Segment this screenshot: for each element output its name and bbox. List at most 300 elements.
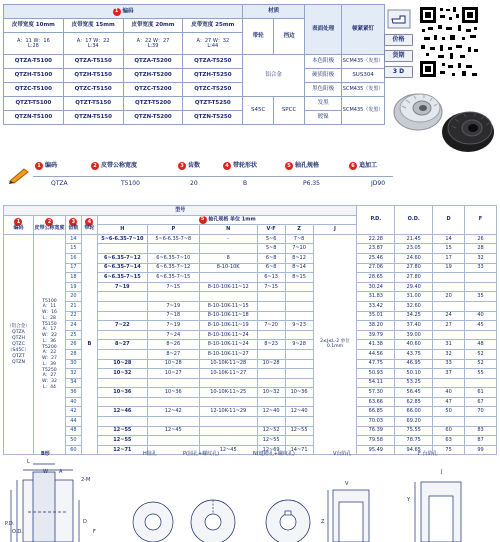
bore-cell: 8-10-10K xyxy=(199,263,257,273)
dimension-cell: 17 xyxy=(433,253,465,263)
bore-cell: 7~19 xyxy=(97,282,147,292)
legend-item-bore: 5 轴孔规格 xyxy=(285,162,319,170)
dimension-cell: 27.80 xyxy=(395,273,433,283)
dimension-cell xyxy=(433,282,465,292)
bore-cell: 10~28 xyxy=(257,359,285,369)
dimension-cell: 70 xyxy=(465,407,497,417)
dimension-cell: 52 xyxy=(465,359,497,369)
bore-cell xyxy=(257,417,285,427)
bore-cell: 6~6.35-7~10 xyxy=(147,253,199,263)
bore-cell: 8-10-10K-11~24 xyxy=(199,330,257,340)
bore-cell: 8~27 xyxy=(97,340,147,350)
code-cell[interactable]: QTZN-T5200 xyxy=(123,111,183,125)
bore-cell xyxy=(257,378,285,388)
bore-cell: 5~6 xyxy=(257,234,285,244)
bore-cell xyxy=(285,311,313,321)
width-group-text: W：22 xyxy=(41,333,57,339)
bore-cell xyxy=(285,378,313,388)
pd-header: P.D. xyxy=(357,206,395,235)
teeth-cell[interactable]: 34 xyxy=(65,378,81,388)
width-group-text: A：22 xyxy=(42,350,57,356)
teeth-cell[interactable]: 36 xyxy=(65,388,81,398)
bore-cell: 12~69 xyxy=(257,445,285,455)
dim-z: Z xyxy=(321,519,325,525)
bore-cell xyxy=(199,378,257,388)
dimension-cell: 83 xyxy=(465,426,497,436)
dimension-cell: 32 xyxy=(433,349,465,359)
bore-cell: 10~32 xyxy=(97,369,147,379)
teeth-cell[interactable]: 26 xyxy=(65,340,81,350)
dimension-cell: 56.45 xyxy=(395,388,433,398)
bore-cell xyxy=(257,369,285,379)
dimension-cell: 70.03 xyxy=(357,417,395,427)
bore-cell xyxy=(97,349,147,359)
bore-cell: - xyxy=(199,234,257,244)
code-group-text: QTZT xyxy=(12,353,25,359)
legend-divider xyxy=(33,176,393,177)
dimension-cell: 43.75 xyxy=(395,349,433,359)
bore-cell: 6~8 xyxy=(257,263,285,273)
bore-cell xyxy=(97,330,147,340)
code-cell[interactable]: QTZH-T5250 xyxy=(183,69,243,83)
shape-col-header: 4 带轮 xyxy=(81,215,97,234)
width-col-header: 2 皮带公称宽度 xyxy=(33,215,65,234)
code-cell[interactable]: QTZN-T5250 xyxy=(183,111,243,125)
bore-cell xyxy=(147,397,199,407)
surface-cell: 发黑 xyxy=(305,97,342,111)
dimension-cell: 27.06 xyxy=(357,263,395,273)
table-row xyxy=(4,234,497,244)
table-row xyxy=(4,397,497,407)
bore-cell xyxy=(97,417,147,427)
dimension-cell: 50.93 xyxy=(357,369,395,379)
dimension-cell: 47.75 xyxy=(357,359,395,369)
table-row xyxy=(4,301,497,311)
dimension-cell: 39.00 xyxy=(395,330,433,340)
dim-2m: 2-M xyxy=(81,477,91,483)
table-row xyxy=(4,311,497,321)
legend-item-shape: 4 带轮形状 xyxy=(223,162,257,170)
dimension-cell: 19 xyxy=(433,263,465,273)
bore-cell xyxy=(285,330,313,340)
bore-cell xyxy=(285,349,313,359)
dimension-cell xyxy=(433,273,465,283)
code-cell[interactable]: QTZC-T5250 xyxy=(183,83,243,97)
dimension-cell xyxy=(465,273,497,283)
width-group-text: T5200 xyxy=(42,344,57,350)
dimension-cell: 61 xyxy=(465,388,497,398)
bore-cell: 7~10 xyxy=(285,244,313,254)
table-row xyxy=(4,340,497,350)
bore-cell: 9~23 xyxy=(285,321,313,331)
diagram-area xyxy=(3,450,497,542)
bore-cell: 7~22 xyxy=(97,321,147,331)
bore-cell xyxy=(285,369,313,379)
shape-cell[interactable]: B xyxy=(81,234,97,455)
bore-cell: 12~55 xyxy=(257,436,285,446)
bore-cell xyxy=(285,359,313,369)
width-group-text: L：36 xyxy=(42,338,56,344)
pulley-header: 带轮 xyxy=(243,19,274,55)
teeth-cell[interactable]: 24 xyxy=(65,321,81,331)
bore-cell: 12~55 xyxy=(97,436,147,446)
code-cell[interactable]: QTZA-T5100 xyxy=(4,55,64,69)
pencil-icon xyxy=(7,166,31,184)
teeth-cell[interactable]: 22 xyxy=(65,311,81,321)
dimension-cell: 44.56 xyxy=(357,349,395,359)
code-cell[interactable]: QTZH-T5150 xyxy=(63,69,123,83)
bore-cell: 6~6.35-7~15 xyxy=(147,273,199,283)
code-cell[interactable]: QTZC-T5100 xyxy=(4,83,64,97)
legend-item-extra: 6 追加工 xyxy=(349,162,377,170)
material-header: 材质 xyxy=(243,5,305,19)
legend-item-code: 1 编码 xyxy=(35,162,57,170)
bore-cell: 10-10K-11~28 xyxy=(199,359,257,369)
bore-cell: 8 xyxy=(199,253,257,263)
teeth-cell[interactable]: 44 xyxy=(65,417,81,427)
dimension-cell xyxy=(465,301,497,311)
code-cell[interactable]: QTZC-T5200 xyxy=(123,83,183,97)
flange-header: 挡边 xyxy=(274,19,305,55)
bore-cell: 7~15 xyxy=(147,282,199,292)
table-row xyxy=(4,321,497,331)
table-row xyxy=(4,244,497,254)
dimension-cell: 23.87 xyxy=(357,244,395,254)
width-group-text: L：28 xyxy=(42,315,56,321)
dim-j: J xyxy=(441,469,443,475)
dimension-cell: 33.42 xyxy=(357,301,395,311)
bore-cell xyxy=(199,397,257,407)
width-group-text: T5150 xyxy=(42,321,57,327)
dim-y: Y xyxy=(407,497,411,503)
z-col: Z xyxy=(285,225,313,235)
bore-cell: 12~40 xyxy=(285,407,313,417)
dimension-cell: 63.66 xyxy=(357,397,395,407)
bore-cell: 10~36 xyxy=(147,388,199,398)
dimension-cell: 32.60 xyxy=(395,301,433,311)
teeth-cell[interactable]: 17 xyxy=(65,263,81,273)
dimension-cell: 50 xyxy=(433,407,465,417)
bore-cell: 6~8 xyxy=(257,253,285,263)
bore-cell: 7~24 xyxy=(147,330,199,340)
bore-cell xyxy=(199,244,257,254)
width-15-header: 皮带宽度 15mm xyxy=(63,19,123,33)
dim-a: A xyxy=(59,469,63,475)
code-cell[interactable]: QTZT-T5100 xyxy=(4,97,64,111)
dimension-cell: 54.11 xyxy=(357,378,395,388)
qr-code-icon[interactable] xyxy=(418,5,480,79)
bore-cell xyxy=(285,301,313,311)
screw-cell: SCM435（发黑） xyxy=(342,55,385,69)
dimension-cell: 63 xyxy=(433,436,465,446)
code-cell[interactable]: QTZA-T5150 xyxy=(63,55,123,69)
code-cell[interactable]: QTZH-T5200 xyxy=(123,69,183,83)
bore-cell xyxy=(199,426,257,436)
bore-cell xyxy=(257,349,285,359)
dimension-cell: 38.20 xyxy=(357,321,395,331)
dimension-cell: 22.28 xyxy=(357,234,395,244)
bore-cell: 8-10-10K-11~24 xyxy=(199,340,257,350)
code-group-text: QTZA xyxy=(12,329,25,335)
dimension-cell: 78.75 xyxy=(395,436,433,446)
teeth-cell[interactable]: 28 xyxy=(65,349,81,359)
bore-cell xyxy=(257,292,285,302)
bore-cell xyxy=(285,397,313,407)
dim-l: L xyxy=(27,459,30,465)
screw-cell: SUS304 xyxy=(342,69,385,83)
dimension-cell xyxy=(465,417,497,427)
bore-cell: 12~71 xyxy=(97,445,147,455)
delivery-button[interactable]: 货期 xyxy=(384,50,413,62)
bore-cell: 10-10K-11~27 xyxy=(199,369,257,379)
surface-cell: 硬质阳极 xyxy=(305,69,342,83)
dimension-cell: 69.20 xyxy=(395,417,433,427)
dimension-cell: 99 xyxy=(465,445,497,455)
dimension-cell: 23.05 xyxy=(395,244,433,254)
dimension-cell: 28 xyxy=(465,244,497,254)
technical-drawings xyxy=(3,450,497,542)
dimension-cell: 40 xyxy=(433,388,465,398)
spec-table xyxy=(3,205,497,455)
dimension-cell xyxy=(433,417,465,427)
code-cell[interactable]: QTZT-T5200 xyxy=(123,97,183,111)
dims-25: A：27 W：32 L:44 xyxy=(183,33,243,55)
dim-od: O.D. xyxy=(12,529,23,535)
bore-cell: 8~15 xyxy=(285,273,313,283)
h-col: H xyxy=(97,225,147,235)
code-group-text: QTZH xyxy=(11,335,25,341)
code-cell[interactable]: QTZT-T5150 xyxy=(63,97,123,111)
dimension-cell: 46.95 xyxy=(395,359,433,369)
teeth-cell[interactable]: 20 xyxy=(65,292,81,302)
teeth-cell[interactable]: 42 xyxy=(65,407,81,417)
dimension-cell: 24 xyxy=(433,311,465,321)
table-row xyxy=(4,273,497,283)
diagram-label-f: F 台阶孔 xyxy=(418,451,438,457)
dimension-cell: 76.39 xyxy=(357,426,395,436)
table-row xyxy=(4,359,497,369)
dimension-cell: 31.00 xyxy=(395,292,433,302)
dimension-cell: 31 xyxy=(433,340,465,350)
bore-cell xyxy=(97,378,147,388)
teeth-cell[interactable]: 48 xyxy=(65,426,81,436)
bore-cell: 10~27 xyxy=(147,369,199,379)
order-legend xyxy=(3,160,497,194)
bore-cell xyxy=(97,301,147,311)
bore-cell xyxy=(285,417,313,427)
dimension-cell: 25.46 xyxy=(357,253,395,263)
bore-cell xyxy=(257,330,285,340)
width-group-text: A：17 xyxy=(42,327,57,333)
example-width: T5100 xyxy=(121,180,140,187)
bore-cell: 10-10K-11~25 xyxy=(199,388,257,398)
material-spcc: SPCC xyxy=(274,97,305,125)
example-bore: P6.35 xyxy=(303,180,320,187)
bore-cell: 10~36 xyxy=(97,388,147,398)
screw-header: 顿紧紧钉 xyxy=(342,5,385,55)
bore-cell: 5~6-6.35-7~8 xyxy=(147,234,199,244)
table-row xyxy=(4,292,497,302)
bore-cell: 8~27 xyxy=(147,349,199,359)
code-cell[interactable]: QTZA-T5200 xyxy=(123,55,183,69)
bore-cell: 12~46 xyxy=(97,407,147,417)
example-code: QTZA xyxy=(51,180,68,187)
width-group-text: W：27 xyxy=(41,356,57,362)
width-group-text: A：27 xyxy=(42,373,57,379)
teeth-cell[interactable]: 25 xyxy=(65,330,81,340)
bore-cell: 8-10-10K-11~12 xyxy=(199,282,257,292)
bore-cell xyxy=(97,292,147,302)
dimension-cell xyxy=(433,330,465,340)
bore-cell xyxy=(285,292,313,302)
code-header: 1 编码 xyxy=(4,5,243,19)
dimension-cell: 95.49 xyxy=(357,445,395,455)
teeth-col-header: 3 齿数 xyxy=(65,215,81,234)
code-cell[interactable]: QTZN-T5150 xyxy=(63,111,123,125)
dimension-cell xyxy=(465,378,497,388)
code-cell[interactable]: QTZN-T5100 xyxy=(4,111,64,125)
code-group-text: QTZC xyxy=(12,341,25,347)
bore-cell xyxy=(97,244,147,254)
dimension-cell: 55 xyxy=(465,369,497,379)
bore-cell xyxy=(199,436,257,446)
dimension-cell: 53.25 xyxy=(395,378,433,388)
bore-cell: 7~19 xyxy=(147,321,199,331)
teeth-cell[interactable]: 19 xyxy=(65,282,81,292)
table-row xyxy=(4,378,497,388)
bore-cell xyxy=(147,244,199,254)
n-col: N xyxy=(199,225,257,235)
code-cell[interactable]: QTZC-T5150 xyxy=(63,83,123,97)
dimension-cell xyxy=(465,282,497,292)
bore-cell xyxy=(97,311,147,321)
bore-cell: 10~32 xyxy=(257,388,285,398)
legend-item-width: 2 皮带公称宽度 xyxy=(91,162,137,170)
dimension-cell: 37 xyxy=(433,369,465,379)
bore-cell xyxy=(257,397,285,407)
code-group-cell xyxy=(4,234,34,455)
material-alu: 铝合金 xyxy=(243,55,305,97)
teeth-cell[interactable]: 14 xyxy=(65,234,81,244)
table-row xyxy=(4,426,497,436)
table-row xyxy=(4,349,497,359)
teeth-cell[interactable]: 21 xyxy=(65,301,81,311)
dimension-cell: 66.85 xyxy=(357,407,395,417)
dimension-cell: 75 xyxy=(433,445,465,455)
d-header: D xyxy=(433,206,465,235)
bore-cell xyxy=(147,436,199,446)
bore-cell: 12~55 xyxy=(97,426,147,436)
surface-header: 表面处理 xyxy=(305,5,342,55)
dimension-cell: 28.65 xyxy=(357,273,395,283)
dimension-cell: 40.60 xyxy=(395,340,433,350)
dimension-cell: 35 xyxy=(465,292,497,302)
top-section xyxy=(0,0,500,158)
teeth-cell[interactable]: 30 xyxy=(65,359,81,369)
bore-cell xyxy=(147,292,199,302)
bore-cell: 8-10-10K-11~15 xyxy=(199,301,257,311)
dimension-cell: 29.40 xyxy=(395,282,433,292)
dims-10: A：11 W：16 L:28 xyxy=(4,33,64,55)
width-group-text: A：11 xyxy=(42,304,57,310)
bore-cell: 8-10-10K-11~18 xyxy=(199,311,257,321)
dimension-cell: 41.38 xyxy=(357,340,395,350)
surface-cell: 黑色阳极 xyxy=(305,83,342,97)
od-header: O.D. xyxy=(395,206,433,235)
code-cell[interactable]: QTZH-T5100 xyxy=(4,69,64,83)
bore-cell: 7~20 xyxy=(257,321,285,331)
model-header: 型号 xyxy=(4,206,357,216)
width-20-header: 皮带宽度 20mm xyxy=(123,19,183,33)
example-teeth: 20 xyxy=(190,180,198,187)
surface-cell: 本色阳极 xyxy=(305,55,342,69)
bore-cell: 7~15 xyxy=(257,282,285,292)
teeth-cell[interactable]: 18 xyxy=(65,273,81,283)
bore-cell xyxy=(97,397,147,407)
p-col: P xyxy=(147,225,199,235)
bore-cell: 6~6.35-7~12 xyxy=(97,253,147,263)
diagram-label-n: N(键槽孔+螺纹孔) xyxy=(253,451,295,457)
table-row xyxy=(4,417,497,427)
dimension-cell: 35.01 xyxy=(357,311,395,321)
dimension-cell: 27.80 xyxy=(395,263,433,273)
bore-cell: 10~36 xyxy=(285,388,313,398)
code-group-text: QTZN xyxy=(11,359,25,365)
width-group-text: L：39 xyxy=(42,361,56,367)
dimension-cell: 27 xyxy=(433,321,465,331)
bore-cell: 7~18 xyxy=(147,311,199,321)
diagram-label-h: H圆孔 xyxy=(143,451,157,457)
teeth-cell[interactable]: 16 xyxy=(65,253,81,263)
dimension-cell: 67 xyxy=(465,397,497,407)
screw-cell: SCM435（发黑） xyxy=(342,97,385,125)
dimension-cell: 34.25 xyxy=(395,311,433,321)
dimension-cell: 94.65 xyxy=(395,445,433,455)
bore-cell xyxy=(147,378,199,388)
bore-cell: 6~6.35-7~12 xyxy=(147,263,199,273)
dim-pd: P.D. xyxy=(5,521,15,527)
dimension-cell: 50.10 xyxy=(395,369,433,379)
j-col: J xyxy=(313,225,357,235)
dimension-cell: 40 xyxy=(465,311,497,321)
bore-cell xyxy=(199,417,257,427)
width-10-header: 皮带宽度 10mm xyxy=(4,19,64,33)
bore-cell xyxy=(285,436,313,446)
screw-cell: SCM435（发黑） xyxy=(342,83,385,97)
code-cell[interactable]: QTZT-T5250 xyxy=(183,97,243,111)
bore-cell xyxy=(147,417,199,427)
table-row xyxy=(4,436,497,446)
dimension-cell: 21.45 xyxy=(395,234,433,244)
bore-cell: 8~12 xyxy=(285,253,313,263)
code-table xyxy=(3,4,385,125)
teeth-cell[interactable]: 60 xyxy=(65,445,81,455)
3d-button[interactable]: 3 D xyxy=(384,66,413,78)
price-button[interactable]: 价格 xyxy=(384,34,413,46)
teeth-cell[interactable]: 15 xyxy=(65,244,81,254)
width-group-text: W：32 xyxy=(41,379,57,385)
dimension-cell: 48 xyxy=(465,340,497,350)
table-row xyxy=(4,263,497,273)
code-col-header: 1 编码 xyxy=(4,215,34,234)
bore-cell: 7~8 xyxy=(285,234,313,244)
teeth-cell[interactable]: 40 xyxy=(65,397,81,407)
bore-cell: 10~28 xyxy=(97,359,147,369)
teeth-cell[interactable]: 50 xyxy=(65,436,81,446)
dimension-cell: 52 xyxy=(465,349,497,359)
code-cell[interactable]: QTZA-T5250 xyxy=(183,55,243,69)
teeth-cell[interactable]: 32 xyxy=(65,369,81,379)
